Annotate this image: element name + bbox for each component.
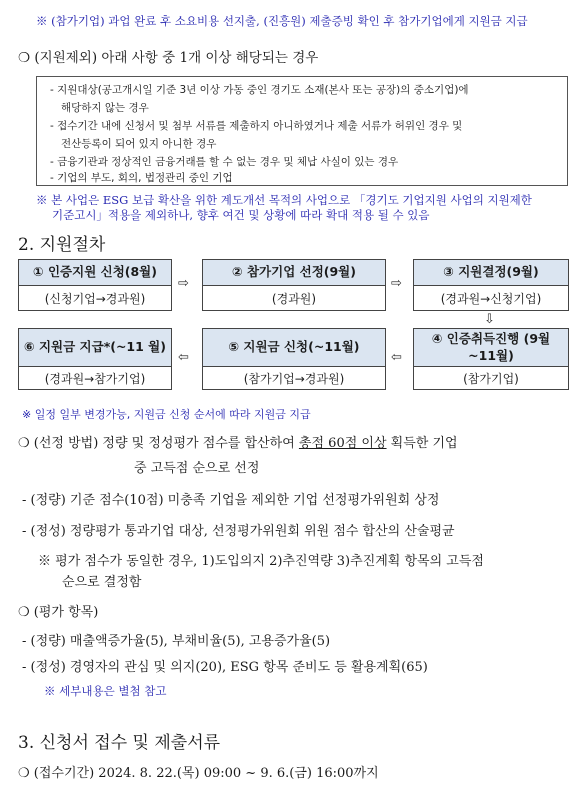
flow-step-body: (경과원) <box>271 291 317 306</box>
flow-step-4 <box>413 328 569 390</box>
payment-note: ※ (참가기업) 과업 완료 후 소요비용 선지출, (진흥원) 제출증빙 확인 후 참가기업에게 지원금 지급 <box>36 14 528 28</box>
flow-step-1 <box>18 259 172 311</box>
flow-step-body: (참가기업) <box>463 371 519 386</box>
flow-step-2 <box>202 259 386 311</box>
quant-items: - (정량) 매출액증가율(5), 부채비율(5), 고용증가율(5) <box>22 634 331 649</box>
exclusion-item: - 기업의 부도, 회의, 법정관리 중인 기업 <box>50 172 233 184</box>
section-2-title: 2. 지원절차 <box>18 235 106 255</box>
flow-step-body: (경과원→참가기업) <box>44 371 146 386</box>
flow-step-3 <box>413 259 569 311</box>
flow-step-body: (신청기업→경과원) <box>44 291 146 306</box>
esg-note-line1: ※ 본 사업은 ESG 보급 확산을 위한 계도개선 목적의 사업으로 「경기도 기업지원 사업의 지원제한 <box>36 193 532 207</box>
qual-criteria: - (정성) 정량평가 통과기업 대상, 선정평가위원회 위원 점수 합산의 산술평균 <box>22 524 455 539</box>
flow-step-head: ⑥ 지원금 지급*(~11 월) <box>19 329 171 367</box>
flow-step-head: ② 참가기업 선정(9월) <box>203 260 385 286</box>
application-period-text: (접수기간) 2024. 8. 22.(목) 09:00 ~ 9. 6.(금) 16:00까지 <box>33 766 379 781</box>
selection-method-text-end: 획득한 기업 <box>386 436 458 451</box>
selection-method-line1 <box>18 432 458 451</box>
arrow-down-icon: ⇩ <box>484 312 495 327</box>
arrow-left-icon: ⇦ <box>391 350 402 365</box>
exclusion-item: - 접수기간 내에 신청서 및 첨부 서류를 제출하지 아니하였거나 제출 서류가 허위인 경우 및 <box>50 120 463 132</box>
flow-step-head: ⑤ 지원금 신청(~11월) <box>203 329 385 367</box>
evaluation-items-heading <box>18 601 98 620</box>
bullet-icon: ❍ <box>18 605 30 620</box>
quant-criteria: - (정량) 기준 점수(10점) 미충족 기업을 제외한 기업 선정평가위원회 상정 <box>22 493 440 508</box>
bullet-icon: ❍ <box>18 50 31 66</box>
exclusion-item: - 지원대상(공고개시일 기준 3년 이상 가동 중인 경기도 소재(본사 또는 공장)의 중소기업)에 <box>50 84 469 96</box>
tie-break-note: ※ 평가 점수가 동일한 경우, 1)도입의지 2)추진역량 3)추진계획 항목의 고득점 <box>38 554 484 569</box>
flow-step-head: ③ 지원결정(9월) <box>414 260 568 286</box>
evaluation-items-text: (평가 항목) <box>33 605 99 620</box>
bullet-icon: ❍ <box>18 436 30 451</box>
exclusion-item: - 금융기관과 정상적인 금융거래를 할 수 없는 경우 및 체납 사실이 있는 경우 <box>50 156 399 168</box>
exclusion-item: 전산등록이 되어 있지 아니한 경우 <box>61 138 217 150</box>
tie-break-note-2: 순으로 결정함 <box>62 575 142 590</box>
exclusion-heading-text: (지원제외) 아래 사항 중 1개 이상 해당되는 경우 <box>34 50 319 66</box>
flow-note: ※ 일정 일부 변경가능, 지원금 신청 순서에 따라 지원금 지급 <box>22 408 311 421</box>
arrow-right-icon: ⇨ <box>178 276 189 291</box>
flow-step-head: ① 인증지원 신청(8월) <box>19 260 171 286</box>
exclusion-item: 해당하지 않는 경우 <box>61 102 149 114</box>
exclusion-heading <box>18 46 318 66</box>
selection-method-line2: 중 고득점 순으로 선정 <box>134 461 260 476</box>
arrow-left-icon: ⇦ <box>178 350 189 365</box>
flow-step-body: (경과원→신청기업) <box>440 291 542 306</box>
bullet-icon: ❍ <box>18 766 30 781</box>
selection-method-text: (선정 방법) 정량 및 정성평가 점수를 합산하여 <box>33 436 299 451</box>
esg-note-line2: 기준고시」적용을 제외하나, 향후 여건 및 상황에 따라 확대 적용 될 수 있음 <box>52 208 430 222</box>
flow-step-5 <box>202 328 386 390</box>
section-3-title: 3. 신청서 접수 및 제출서류 <box>18 733 221 753</box>
detail-note: ※ 세부내용은 별첨 참고 <box>44 684 167 698</box>
flow-step-head: ④ 인증취득진행 (9월~11월) <box>414 329 568 367</box>
flow-step-6 <box>18 328 172 390</box>
exclusion-box <box>36 76 568 186</box>
arrow-right-icon: ⇨ <box>391 276 402 291</box>
flow-step-body: (참가기업→경과원) <box>243 371 345 386</box>
score-threshold: 총점 60점 이상 <box>298 436 387 451</box>
qual-items: - (정성) 경영자의 관심 및 의지(20), ESG 항목 준비도 등 활용계획(65) <box>22 660 428 675</box>
application-period <box>18 762 379 781</box>
